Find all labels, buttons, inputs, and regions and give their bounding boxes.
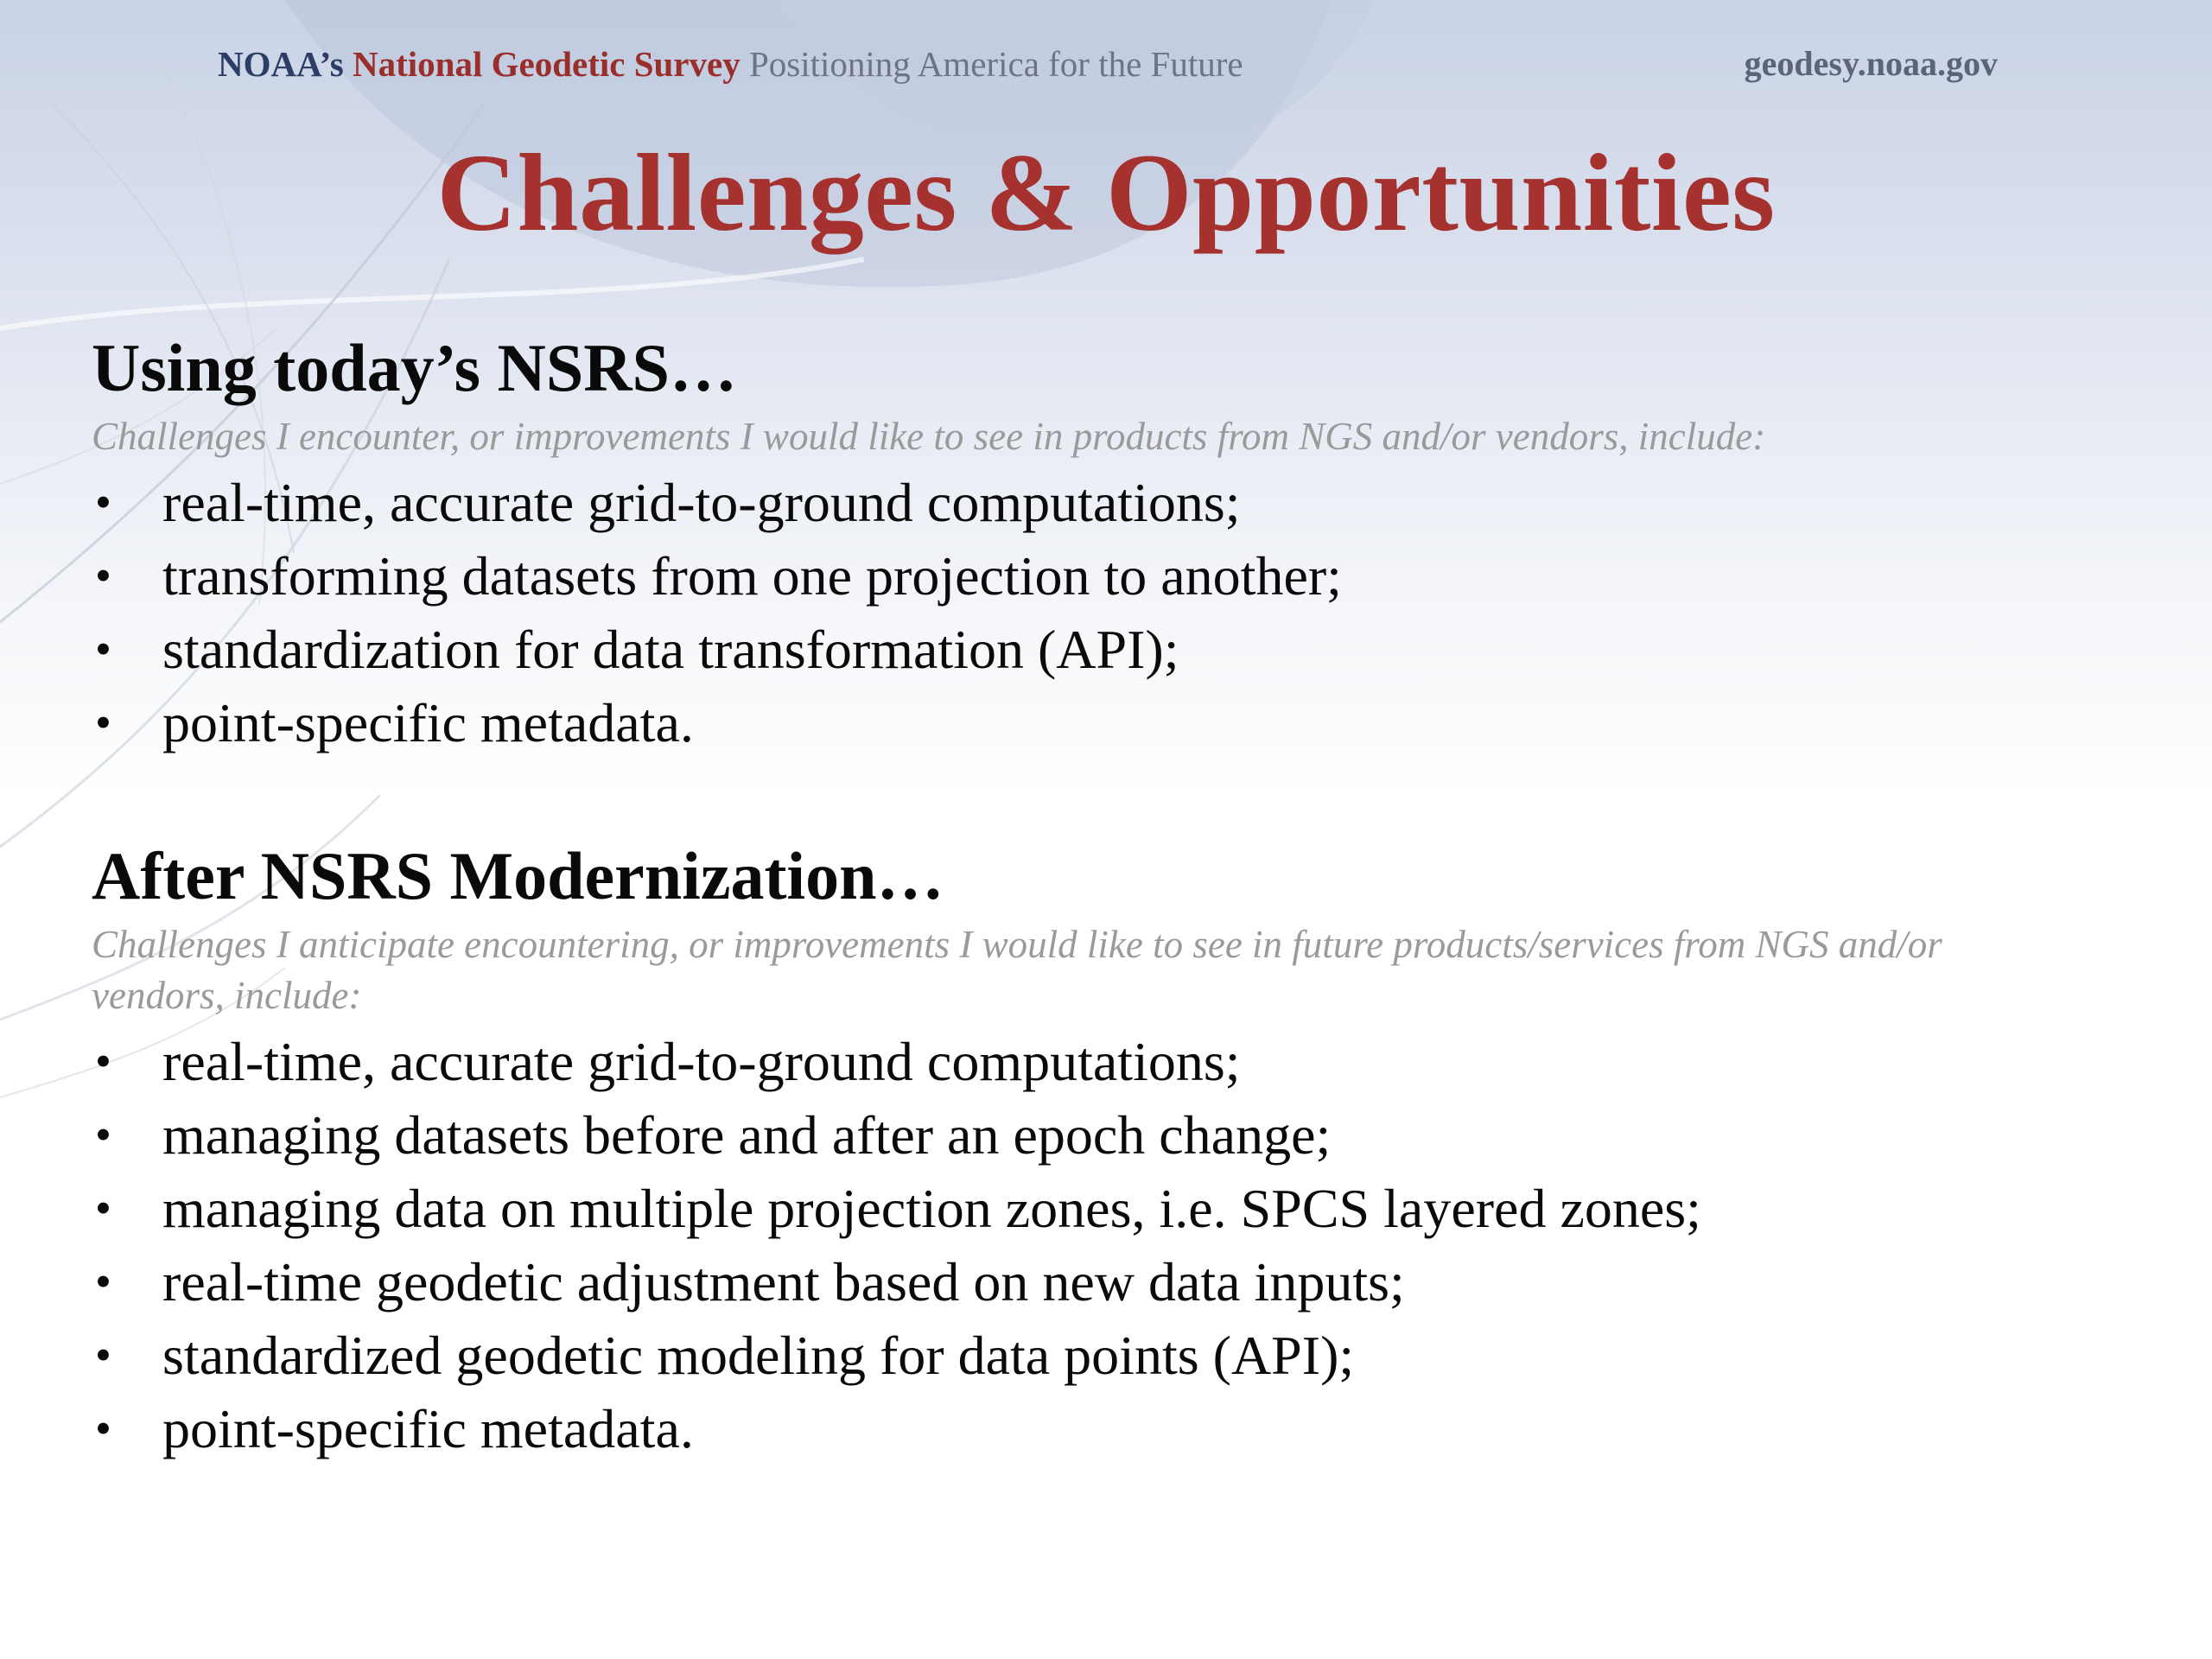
list-item-text: managing data on multiple projection zones, i.e. SPCS layered zones; (162, 1178, 1701, 1239)
bullet-list (92, 1025, 2079, 1465)
bullet-icon: • (95, 1255, 111, 1307)
bullet-icon: • (95, 476, 111, 528)
list-item (92, 1025, 2079, 1098)
list-item-text: real-time geodetic adjustment based on new data inputs; (162, 1251, 1405, 1313)
header-org: NOAA’s (218, 44, 344, 84)
list-item-text: real-time, accurate grid-to-ground computations; (162, 1031, 1241, 1092)
bullet-icon: • (95, 696, 111, 748)
header-agency: National Geodetic Survey (353, 44, 741, 84)
header-site-url: geodesy.noaa.gov (1744, 44, 1998, 83)
list-item (92, 686, 2079, 760)
section-heading: Using today’s NSRS… (92, 330, 737, 405)
header-branding (218, 43, 1243, 85)
bullet-icon: • (95, 1329, 111, 1381)
list-item (92, 1319, 2079, 1392)
bullet-icon: • (95, 1182, 111, 1234)
bullet-icon: • (95, 1402, 111, 1454)
list-item-text: standardized geodetic modeling for data points (API); (162, 1325, 1355, 1386)
list-item-text: transforming datasets from one projection to another; (162, 545, 1342, 607)
bullet-icon: • (95, 1109, 111, 1160)
list-item (92, 1245, 2079, 1319)
list-item (92, 1098, 2079, 1172)
list-item (92, 613, 2079, 686)
list-item (92, 539, 2079, 613)
section-after-modernization (92, 835, 2079, 1465)
list-item (92, 1172, 2079, 1245)
section-subtitle: Challenges I encounter, or improvements I would like to see in products from NGS and/or vendors, include: (92, 415, 1766, 458)
section-subtitle: Challenges I anticipate encountering, or improvements I would like to see in future products/services from NGS and/or vendors, include: (92, 923, 1942, 1017)
header-tagline: Positioning America for the Future (748, 44, 1243, 84)
list-item-text: point-specific metadata. (162, 692, 694, 753)
list-item-text: real-time, accurate grid-to-ground computations; (162, 472, 1241, 533)
list-item-text: managing datasets before and after an epoch change; (162, 1104, 1332, 1166)
bullet-icon: • (95, 1035, 111, 1087)
list-item-text: point-specific metadata. (162, 1398, 694, 1459)
list-item (92, 466, 2079, 539)
bullet-icon: • (95, 623, 111, 675)
page-title: Challenges & Opportunities (436, 131, 1776, 254)
section-current-nsrs (92, 327, 2079, 760)
bullet-icon: • (95, 550, 111, 601)
section-heading: After NSRS Modernization… (92, 838, 944, 913)
list-item (92, 1392, 2079, 1465)
bullet-list (92, 466, 2079, 760)
list-item-text: standardization for data transformation (API); (162, 619, 1179, 680)
